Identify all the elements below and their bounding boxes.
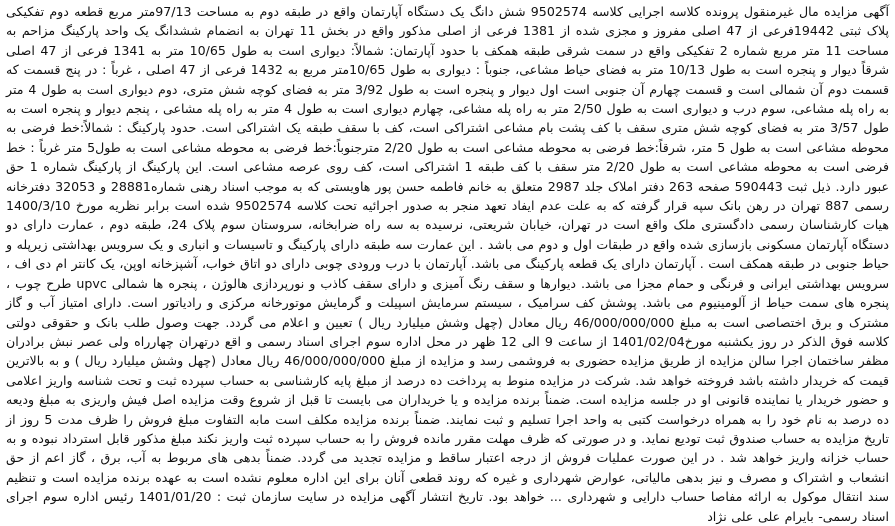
- auction-notice-text: آگهی مزایده مال غیرمنقول پرونده کلاسه اجرایی کلاسه 9502574 شش دانگ یک دستگاه آپارتمان واقع در طبقه دوم به مساحت 97/13متر مربع قطعه دوم تفکیکی پلاک ثبتی 19442فرعی از 47 اصلی مفروز و مجزی شده از 1381 فرعی از اصلی مذکور واقع در بخش 11 تهران به انضمام ششدانگ یک واحد پارکینگ مزاحم به مساحت 11 متر مربع شماره 2 تفکیکی واقع در سمت شرقی طبقه همکف با حدود آپارتمان: شمالاً: دیواری است به طول 10/65 متر به 1341 فرعی از 47 اصلی شرقاً دیوار و پنجره است به طول 10/13 متر به فضای حیاط مشاعی، جنوباً : دیواری به طول 10/65متر مربع به 1432 فرعی از 47 اصلی ، غرباً : در پنج قسمت که قسمت دوم آن شمالی است و قسمت چهارم آن جنوبی است اول دیوار و پنجره است به طول 3/92 متر به فضای کوچه شش متری، دوم دیواری است به طول 4 متر به راه پله مشاعی، سوم درب و دیواری است به طول 2/50 متر به راه پله مشاعی، چهارم دیواری است به طول 4 متر به راه پله مشاعی ، پنجم دیوار و پنجره است به طول 3/57 متر به فضای کوچه شش متری سقف با کف پشت بام مشاعی اشتراکی است، کف با سقف طبقه یک اشتراکی است. حدود پارکینگ : شمالاً:خط فرضی به محوطه مشاعی است به طول 5 متر، شرقاً:خط فرضی به محوطه مشاعی است به طول 2/20 مترجنوباً:خط فرضی به محوطه مشاعی است به طول5 متر غرباً : خط فرضی است به محوطه مشاعی است به طول 2/20 متر سقف با کف طبقه 1 اشتراکی است، کف روی عرصه مشاعی است. این پارکینگ از پارکینگ شماره 1 حق عبور دارد. ذیل ثبت 590443 صفحه 263 دفتر املاک جلد 2987 متعلق به خانم فاطمه حسن پور هاویستی که به موجب اسناد رهنی شماره28881 و 32053 دفترخانه رسمی 887 تهران در رهن بانک سپه قرار گرفته که به علت عدم ایفاد تعهد منجر به صدور اجرائیه تحت کلاسه 9502574 شده است برابر نظریه مورخ 1400/3/10 هیات کارشناسان رسمی دادگستری ملک واقع است در تهران، خیابان شریعتی، نرسیده به سه راه ضرابخانه، سروستان سوم پلاک 24، طبقه دوم ، عمارت دارای دو دستگاه آپارتمان مسکونی بازسازی شده واقع در طبقات اول و دوم می باشد . این عمارت سه طبقه دارای پارکینگ و تاسیسات و انباری و یک سرویس بهداشتی زیرپله و حیاط جنوبی در طبقه همکف است . آپارتمان دارای یک قطعه پارکینگ می باشد. آپارتمان با درب ورودی چوبی دارای دو اتاق خواب، آشپزخانه اوپن، یک کانتر ام دی اف ، سرویس بهداشتی ایرانی و فرنگی و حمام مجزا می باشد. دیوارها و سقف رنگ آمیزی و دارای سقف کاذب و نورپردازی هالوژن ، پنجره ها شمالی upvc طرح چوب ، پنجره های سمت حیاط از آلومینیوم می باشد. پوشش کف سرامیک ، سیستم سرمایش اسپیلت و گرمایش موتورخانه مرکزی و رادیاتور است. دارای امتیاز آب و گاز مشترک و برق اختصاصی است به مبلغ 46/000/000/000 ریال معادل (چهل وشش میلیارد ریال ) تعیین و اعلام می گردد. جهت وصول طلب بانک و حقوقی دولتی کلاسه فوق الذکر در روز یکشنبه مورخ1401/02/04 از ساعت 9 الی 12 ظهر در محل اداره سوم اجرای اسناد رسمی و اقع درتهران چهارراه ولی عصر نبش برادران مظفر ساختمان اجرا سالن مزایده از طریق مزایده حضوری به فروشمی رسد و مزایده از مبلغ 46/000/000/000 ریال معادل (چهل وشش میلیارد ریال ) و به بالاترین قیمت که خریدار داشته باشد فروخته خواهد شد. شرکت در مزایده منوط به پرداخت ده درصد از مبلغ پایه کارشناسی به حساب سپرده ثبت و تحت شناسه واریز اعلامی و حضور خریدار یا نماینده قانونی او در جلسه مزایده است. ضمناً برنده مزایده و یا خریداران می بایست تا قبل از شروع وقت مزایده اصل فیش واریزی به مبلغ ودیعه ده درصد به نام خود را به همراه درخواست کتبی به واحد اجرا تسلیم و ثبت نمایند. ضمناً برنده مزایده مکلف است مابه التفاوت مبلغ فروش را ظرف مدت 5 روز از تاریخ مزایده به حساب صندوق ثبت تودیع نماید. و در صورتی که ظرف مهلت مقرر مانده فروش را به حساب سپرده ثبت واریز نکند مبلغ مذکور قابل استرداد نبوده و به حساب خزانه واریز خواهد شد . در این صورت عملیات فروش از درجه اعتبار ساقط و مزایده تجدید می گردد. ضمناً بدهی های مربوط به آب، برق ، گاز اعم از حق انشعاب و اشتراک و مصرف و نیز بدهی مالیاتی، عوارض شهرداری و غیره که روند قطعی آنان برای این اداره معلوم نشده است به عهده برنده مزایده است و تنظیم سند انتقال موکول به ارائه مفاصا حساب دارایی و شهرداری ... خواهد بود. تاریخ انتشار آگهی مزایده در سایت سازمان ثبت : 1401/01/20 رئیس اداره سوم اجرای اسناد رسمی- بایرام علی علی نژاد: [6, 4, 890, 524]
